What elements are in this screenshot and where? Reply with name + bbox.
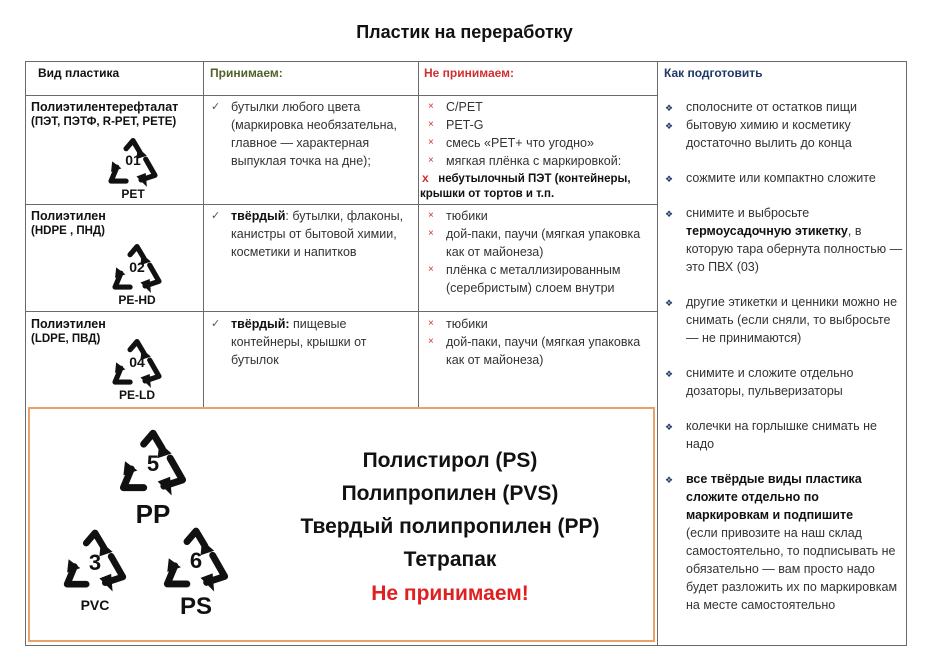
list-item: × С/PET	[428, 100, 483, 114]
row-pet-type	[31, 98, 201, 128]
symbol-label: PET	[121, 187, 145, 201]
symbol-number: 3	[88, 550, 102, 575]
list-item: × мягкая плёнка с маркировкой:	[428, 154, 622, 168]
cross-icon: ×	[428, 318, 434, 329]
list-item: ❖ все твёрдые виды пластика сложите отдельно по маркировкам и подпишите (если привозите на наш склад самостоятельно, то подписывать не обязательно — вам просто надо будет разложить их по маркировкам на месте самостоятельно	[665, 472, 898, 612]
plastic-name: Полиэтилен	[31, 209, 106, 223]
plastic-name: Полиэтилен	[31, 317, 106, 331]
diamond-bullet-icon: ❖	[665, 475, 674, 485]
header-type: Вид пластика	[38, 66, 120, 80]
list-item: × дой-паки, паучи (мягкая упаковка как от майонеза)	[428, 335, 641, 367]
plastic-name: Полиэтилентерефталат	[31, 100, 179, 114]
symbol-number: 6	[189, 548, 203, 573]
row-pet-accept	[205, 98, 417, 170]
diamond-bullet-icon: ❖	[665, 422, 674, 432]
cross-icon: ×	[428, 264, 434, 275]
list-item: ❖ снимите и выбросьте термоусадочную этикетку, в которую тара обернута полностью — это ПВХ (03)	[665, 206, 903, 274]
symbol-label: PE-HD	[118, 293, 156, 307]
symbol-number: 01	[125, 152, 141, 168]
symbol-number: 02	[129, 259, 145, 275]
overlay-line-ps: Полистирол (PS)	[362, 449, 538, 472]
row-hdpe-accept	[205, 207, 417, 261]
diamond-bullet-icon: ❖	[665, 209, 674, 219]
plastic-code: (LDPE, ПВД)	[31, 333, 101, 345]
symbol-label: PE-LD	[119, 388, 155, 402]
list-item: ❖ сожмите или компактно сложите	[660, 169, 904, 187]
symbol-label: PVC	[80, 597, 110, 613]
diamond-bullet-icon: ❖	[665, 298, 674, 308]
cross-icon: ×	[428, 336, 434, 347]
cross-icon: ×	[428, 210, 434, 221]
row-pet-reject	[420, 98, 656, 202]
row-ldpe-accept	[205, 315, 417, 369]
cross-icon: ×	[428, 119, 434, 130]
symbol-number: 5	[146, 451, 160, 476]
reject-note: x небутылочный ПЭТ (контейнеры, крышки от тортов и т.п.	[420, 171, 631, 200]
list-item: × дой-паки, паучи (мягкая упаковка как от майонеза)	[428, 227, 641, 259]
diamond-bullet-icon: ❖	[665, 121, 674, 131]
list-item: ❖ снимите и сложите отдельно дозаторы, пульверизаторы	[665, 366, 854, 398]
list-item: ❖ другие этикетки и ценники можно не снимать (если сняли, то выбросьте — не принимаются)	[665, 295, 898, 345]
cross-icon: ×	[428, 228, 434, 239]
diamond-bullet-icon: ❖	[665, 174, 674, 184]
check-icon: ✓	[211, 318, 221, 330]
list-item: × тюбики	[428, 209, 488, 223]
symbol-label: PP	[135, 499, 171, 529]
list-item: × PET-G	[428, 118, 484, 132]
page-title: Пластик на переработку	[356, 22, 573, 42]
not-accepted-box	[28, 407, 655, 642]
check-icon: ✓	[211, 210, 221, 222]
list-item: × тюбики	[428, 317, 488, 331]
check-icon: ✓	[211, 101, 221, 113]
diamond-bullet-icon: ❖	[665, 369, 674, 379]
plastic-code: (ПЭТ, ПЭТФ, R-PET, PETE)	[31, 116, 177, 128]
row-hdpe-type	[31, 207, 201, 237]
header-accept: Принимаем:	[210, 66, 283, 80]
list-item: ❖ колечки на горлышке снимать не надо	[665, 419, 877, 451]
cross-icon: ×	[428, 101, 434, 112]
row-hdpe-reject	[420, 207, 656, 297]
header-reject: Не принимаем:	[424, 66, 515, 80]
row-ldpe-reject	[420, 315, 656, 369]
list-item: ✓ бутылки любого цвета (маркировка необязательна, главное — характерная выпуклая точка на дне);	[211, 100, 397, 168]
symbol-number: 04	[129, 354, 145, 370]
list-item: × смесь «PET+ что угодно»	[428, 136, 594, 150]
overlay-line-tetrapak: Тетрапак	[403, 548, 497, 571]
header-prepare: Как подготовить	[664, 66, 763, 80]
overlay-line-pvs: Полипропилен (PVS)	[341, 482, 559, 505]
prepare-column	[660, 98, 904, 614]
cross-icon: ×	[428, 155, 434, 166]
symbol-label: PS	[179, 593, 212, 620]
list-item: ✓ твёрдый: пищевые контейнеры, крышки от бутылок	[211, 317, 367, 367]
list-item: × плёнка с металлизированным (серебристым) слоем внутри	[428, 263, 621, 295]
plastic-code: (HDPE , ПНД)	[31, 225, 105, 237]
list-item: ❖ сполосните от остатков пищи	[660, 98, 904, 116]
diamond-bullet-icon: ❖	[665, 103, 674, 113]
overlay-warning: Не принимаем!	[371, 582, 529, 605]
cross-icon: ×	[428, 137, 434, 148]
list-item: ❖ бытовую химию и косметику достаточно вылить до конца	[665, 118, 852, 150]
overlay-line-pp: Твердый полипропилен (PP)	[300, 515, 600, 538]
list-item: ✓ твёрдый: бутылки, флаконы, канистры от бытовой химии, косметики и напитков	[211, 209, 404, 259]
